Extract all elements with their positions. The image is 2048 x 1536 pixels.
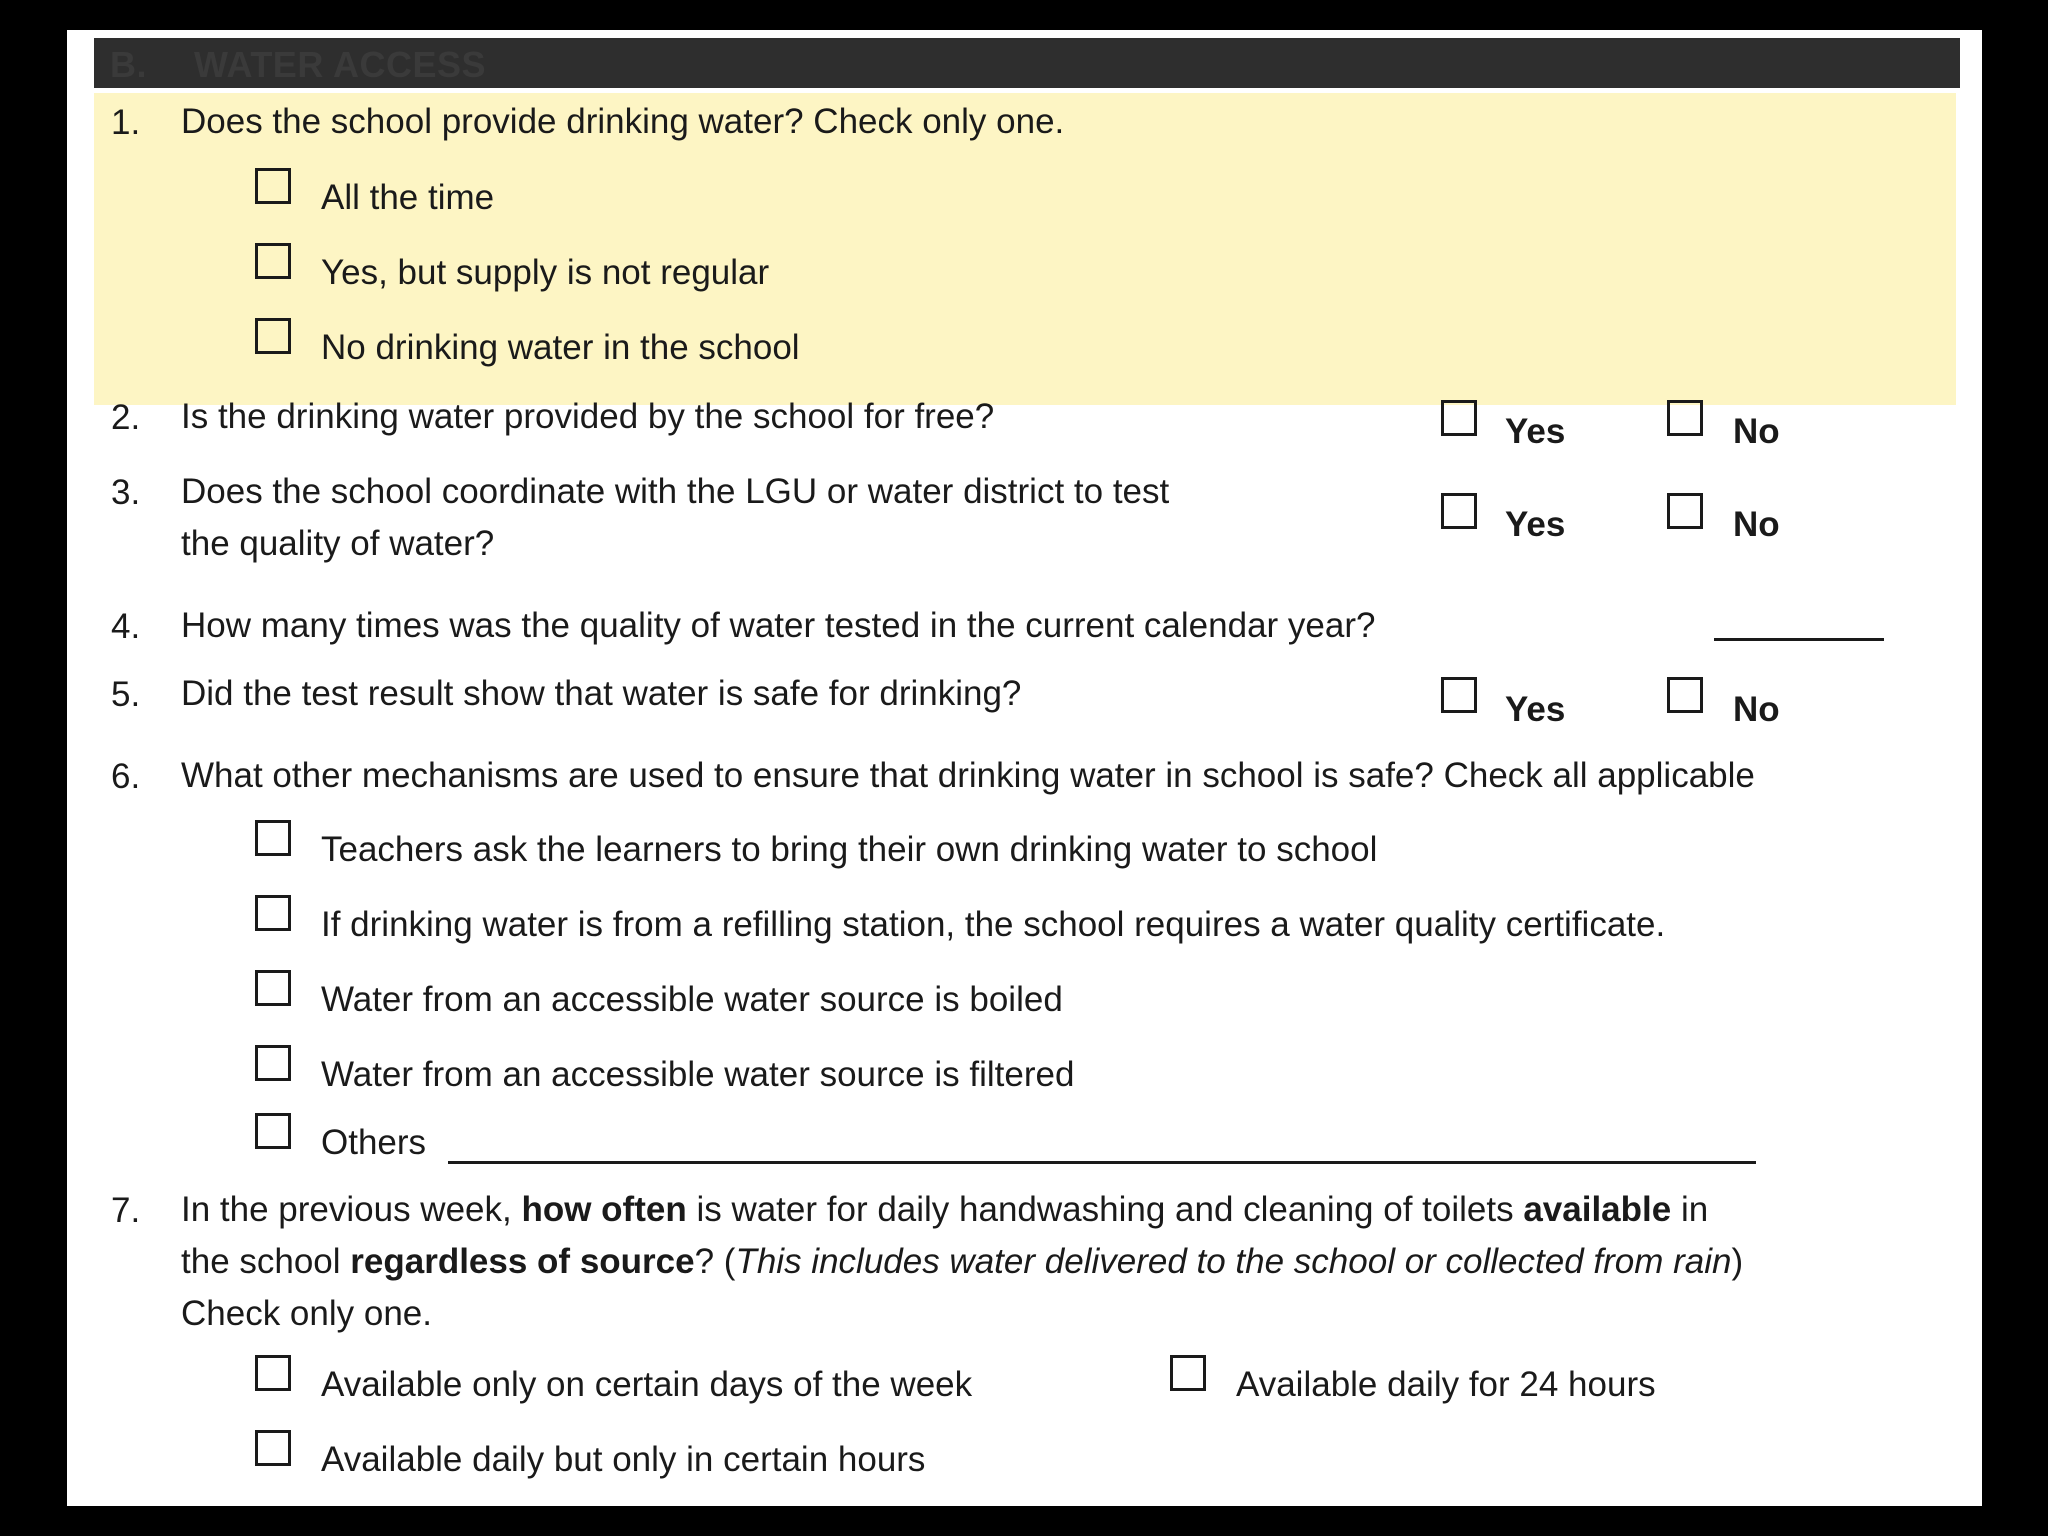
- q5-yes-checkbox[interactable]: [1441, 677, 1477, 713]
- q3-no-label: No: [1733, 505, 1780, 544]
- q3-yes-label: Yes: [1505, 505, 1566, 544]
- q4-answer-blank[interactable]: [1714, 638, 1884, 641]
- question-6-number: 6.: [111, 757, 141, 796]
- question-7-text-line-1: In the previous week, how often is water for daily handwashing and cleaning of toilets available in: [181, 1190, 1709, 1229]
- q6-option-others-checkbox[interactable]: [255, 1113, 291, 1149]
- question-2-text: Is the drinking water provided by the school for free?: [181, 397, 995, 436]
- q1-option-all-the-time-checkbox[interactable]: [255, 168, 291, 204]
- section-header: [94, 38, 1960, 88]
- q2-no-checkbox[interactable]: [1667, 400, 1703, 436]
- question-4-text: How many times was the quality of water tested in the current calendar year?: [181, 606, 1376, 645]
- q1-option-no-water-label: No drinking water in the school: [321, 328, 800, 367]
- q1-option-not-regular-label: Yes, but supply is not regular: [321, 253, 770, 292]
- q2-no-label: No: [1733, 412, 1780, 451]
- q6-option-certificate-checkbox[interactable]: [255, 895, 291, 931]
- q5-no-checkbox[interactable]: [1667, 677, 1703, 713]
- q5-yes-label: Yes: [1505, 690, 1566, 729]
- q6-option-boiled-checkbox[interactable]: [255, 970, 291, 1006]
- q7-option-certain-days-label: Available only on certain days of the week: [321, 1365, 973, 1404]
- q7-option-certain-hours-label: Available daily but only in certain hours: [321, 1440, 926, 1479]
- question-1-number: 1.: [111, 103, 141, 142]
- section-letter: B.: [110, 44, 147, 85]
- q6-option-bring-own-checkbox[interactable]: [255, 820, 291, 856]
- question-2-number: 2.: [111, 398, 141, 437]
- question-1-text: Does the school provide drinking water? Check only one.: [181, 102, 1065, 141]
- q3-no-checkbox[interactable]: [1667, 493, 1703, 529]
- q6-option-bring-own-label: Teachers ask the learners to bring their own drinking water to school: [321, 830, 1378, 869]
- q1-option-not-regular-checkbox[interactable]: [255, 243, 291, 279]
- question-3-number: 3.: [111, 473, 141, 512]
- q1-option-no-water-checkbox[interactable]: [255, 318, 291, 354]
- q7-option-certain-hours-checkbox[interactable]: [255, 1430, 291, 1466]
- q6-option-certificate-label: If drinking water is from a refilling station, the school requires a water quality certificate.: [321, 905, 1666, 944]
- q1-option-all-the-time-label: All the time: [321, 178, 495, 217]
- q6-option-boiled-label: Water from an accessible water source is boiled: [321, 980, 1063, 1019]
- q5-no-label: No: [1733, 690, 1780, 729]
- q6-option-filtered-label: Water from an accessible water source is filtered: [321, 1055, 1075, 1094]
- question-7-number: 7.: [111, 1191, 141, 1230]
- question-4-number: 4.: [111, 607, 141, 646]
- q7-option-daily-24h-checkbox[interactable]: [1170, 1355, 1206, 1391]
- question-3-text-line-2: the quality of water?: [181, 524, 495, 563]
- question-5-text: Did the test result show that water is safe for drinking?: [181, 674, 1022, 713]
- q2-yes-label: Yes: [1505, 412, 1566, 451]
- q2-yes-checkbox[interactable]: [1441, 400, 1477, 436]
- question-6-text: What other mechanisms are used to ensure that drinking water in school is safe? Check all applicable: [181, 756, 1755, 795]
- question-5-number: 5.: [111, 675, 141, 714]
- survey-page: [67, 30, 1982, 1506]
- question-3-text-line-1: Does the school coordinate with the LGU or water district to test: [181, 472, 1170, 511]
- question-7-text-line-2: the school regardless of source? (This includes water delivered to the school or collected from rain): [181, 1242, 1744, 1281]
- q6-option-filtered-checkbox[interactable]: [255, 1045, 291, 1081]
- question-7-instruction: Check only one.: [181, 1294, 432, 1333]
- section-title: WATER ACCESS: [194, 44, 487, 85]
- q7-option-daily-24h-label: Available daily for 24 hours: [1236, 1365, 1656, 1404]
- q6-option-others-label: Others: [321, 1123, 427, 1162]
- q3-yes-checkbox[interactable]: [1441, 493, 1477, 529]
- q6-others-blank[interactable]: [448, 1161, 1756, 1164]
- q7-option-certain-days-checkbox[interactable]: [255, 1355, 291, 1391]
